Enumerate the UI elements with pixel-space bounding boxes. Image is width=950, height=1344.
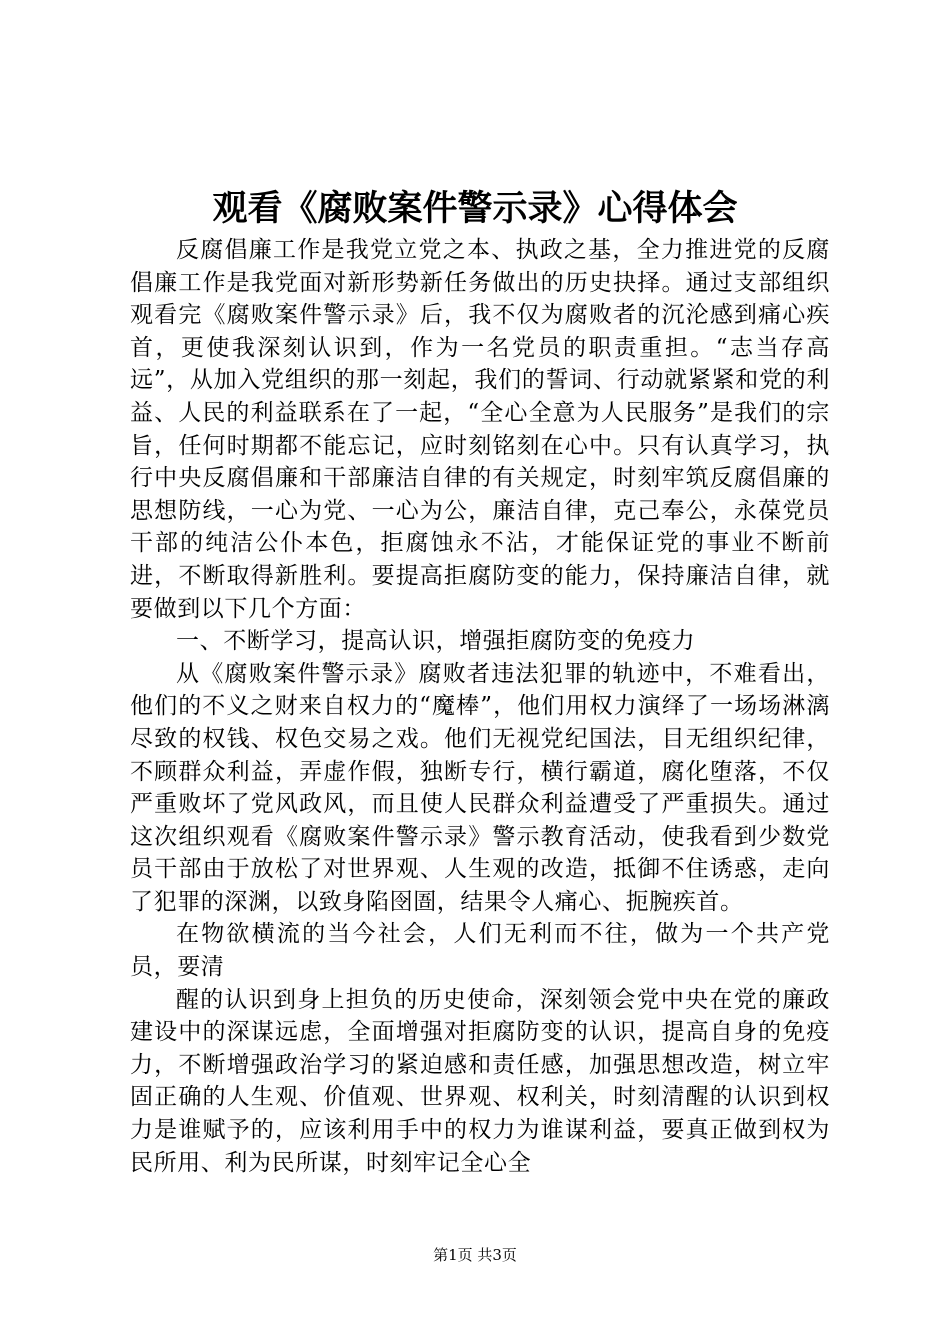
- paragraph: 醒的认识到身上担负的历史使命，深刻领会党中央在党的廉政建设中的深谋远虑，全面增强对拒腐防变的认识，提高自身的免疫力，不断增强政治学习的紧迫感和责任感，加强思想改造，树立牢固正确的人生观、价值观、世界观、权利关，时刻清醒的认识到权力是谁赋予的，应该利用手中的权力为谁谋利益，要真正做到权为民所用、利为民所谋，时刻牢记全心全: [130, 986, 830, 1176]
- paragraph: 反腐倡廉工作是我党立党之本、执政之基，全力推进党的反腐倡廉工作是我党面对新形势新任务做出的历史抉择。通过支部组织观看完《腐败案件警示录》后，我不仅为腐败者的沉沦感到痛心疾首，更使我深刻认识到，作为一名党员的职责重担。“志当存高远”，从加入党组织的那一刻起，我们的誓词、行动就紧紧和党的利益、人民的利益联系在了一起，“全心全意为人民服务”是我们的宗旨，任何时期都不能忘记，应时刻铭刻在心中。只有认真学习，执行中央反腐倡廉和干部廉洁自律的有关规定，时刻牢筑反腐倡廉的思想防线，一心为党、一心为公，廉洁自律，克己奉公，永葆党员干部的纯洁公仆本色，拒腐蚀永不沾，才能保证党的事业不断前进，不断取得新胜利。要提高拒腐防变的能力，保持廉洁自律，就要做到以下几个方面：: [130, 237, 830, 622]
- paragraph: 从《腐败案件警示录》腐败者违法犯罪的轨迹中，不难看出，他们的不义之财来自权力的“魔棒”，他们用权力演绎了一场场淋漓尽致的权钱、权色交易之戏。他们无视党纪国法，目无组织纪律，不顾群众利益，弄虚作假，独断专行，横行霸道，腐化堕落，不仅严重败坏了党风政风，而且使人民群众利益遭受了严重损失。通过这次组织观看《腐败案件警示录》警示教育活动，使我看到少数党员干部由于放松了对世界观、人生观的改造，抵御不住诱惑，走向了犯罪的深渊，以致身陷囹圄，结果令人痛心、扼腕疾首。: [130, 660, 830, 915]
- document-body: [130, 234, 830, 1179]
- section-heading: 一、不断学习，提高认识，增强拒腐防变的免疫力: [176, 628, 696, 655]
- document-title: 观看《腐败案件警示录》心得体会: [212, 188, 738, 229]
- page-number-footer: 第1页 共3页: [433, 1246, 517, 1264]
- paragraph: 在物欲横流的当今社会，人们无利而不往，做为一个共产党员，要清: [130, 921, 830, 981]
